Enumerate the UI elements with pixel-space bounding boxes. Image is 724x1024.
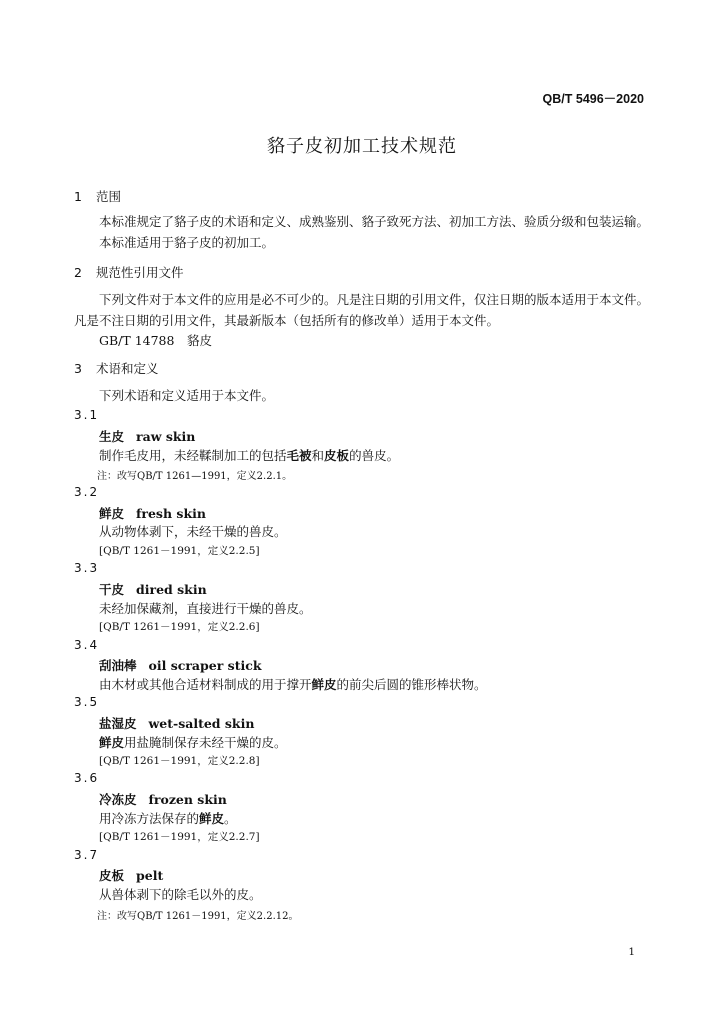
term-en: wet-salted skin	[148, 716, 255, 731]
section-3-heading	[74, 359, 158, 377]
term-en: fresh skin	[136, 506, 206, 521]
term-source: [QB/T 1261－1991，定义2.2.6]	[99, 621, 260, 633]
term-zh: 刮油棒	[99, 658, 137, 673]
term-zh: 生皮	[99, 429, 125, 444]
term-en: frozen skin	[148, 792, 227, 807]
term-definition: 用冷冻方法保存的鲜皮。	[99, 811, 237, 826]
document-title: 貉子皮初加工技术规范	[267, 136, 457, 157]
term-heading	[99, 714, 254, 732]
section-title: 规范性引用文件	[95, 265, 184, 280]
term-heading	[99, 790, 227, 808]
term-zh: 干皮	[99, 582, 125, 597]
term-definition: 未经加保藏剂，直接进行干燥的兽皮。	[99, 601, 312, 616]
term-en: raw skin	[136, 429, 196, 444]
term-note: 注：改写QB/T 1261－1991，定义2.2.12。	[97, 911, 299, 922]
paragraph: 凡是不注日期的引用文件，其最新版本（包括所有的修改单）适用于本文件。	[74, 313, 500, 328]
term-source: [QB/T 1261－1991，定义2.2.8]	[99, 755, 260, 767]
term-number: 3.5	[74, 695, 100, 709]
term-heading	[99, 504, 206, 522]
term-zh: 冷冻皮	[99, 792, 137, 807]
term-source: [QB/T 1261－1991，定义2.2.5]	[99, 545, 260, 557]
paragraph: 本标准适用于貉子皮的初加工。	[99, 235, 275, 250]
section-title: 范围	[95, 189, 121, 204]
term-definition: 从动物体剥下，未经干燥的兽皮。	[99, 524, 287, 539]
term-definition: 鲜皮用盐腌制保存未经干燥的皮。	[99, 735, 287, 750]
term-definition: 由木材或其他合适材料制成的用于撑开鲜皮的前尖后圆的锥形棒状物。	[99, 677, 487, 692]
term-zh: 皮板	[99, 868, 125, 883]
paragraph: 下列术语和定义适用于本文件。	[99, 388, 275, 403]
section-1-heading	[74, 187, 121, 205]
term-definition: 制作毛皮用，未经鞣制加工的包括毛被和皮板的兽皮。	[99, 448, 400, 463]
term-number: 3.1	[74, 408, 100, 422]
term-number: 3.7	[74, 848, 100, 862]
term-number: 3.2	[74, 485, 100, 499]
page-number: 1	[628, 946, 635, 958]
term-number: 3.4	[74, 638, 100, 652]
paragraph: 本标准规定了貉子皮的术语和定义、成熟鉴别、貉子致死方法、初加工方法、验质分级和包装运输。	[99, 214, 650, 229]
paragraph: 下列文件对于本文件的应用是必不可少的。凡是注日期的引用文件，仅注日期的版本适用于本文件。	[99, 292, 650, 307]
term-number: 3.3	[74, 561, 100, 575]
term-heading	[99, 580, 207, 598]
term-definition: 从兽体剥下的除毛以外的皮。	[99, 887, 262, 902]
term-zh: 鲜皮	[99, 506, 125, 521]
term-en: oil scraper stick	[148, 658, 262, 673]
term-number: 3.6	[74, 771, 100, 785]
section-2-heading	[74, 263, 183, 281]
standard-code: QB/T 5496－2020	[542, 92, 644, 106]
section-number: 3	[74, 361, 82, 376]
section-number: 2	[74, 265, 82, 280]
section-title: 术语和定义	[95, 361, 159, 376]
term-source: [QB/T 1261－1991，定义2.2.7]	[99, 831, 260, 843]
term-heading	[99, 656, 262, 674]
term-en: dired skin	[136, 582, 207, 597]
term-zh: 盐湿皮	[99, 716, 137, 731]
normative-reference: GB/T 14788 貉皮	[99, 333, 212, 348]
section-number: 1	[74, 189, 82, 204]
term-en: pelt	[136, 868, 164, 883]
term-note: 注：改写QB/T 1261—1991，定义2.2.1。	[97, 471, 293, 482]
term-heading	[99, 866, 163, 884]
term-heading	[99, 427, 195, 445]
